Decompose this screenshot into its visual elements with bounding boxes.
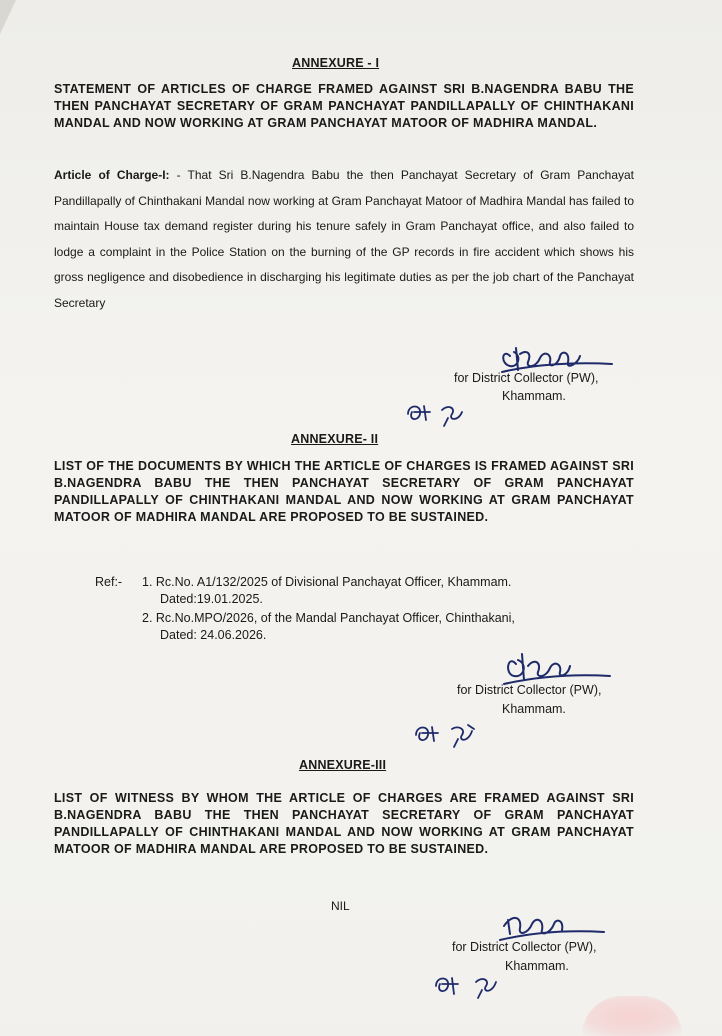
article-of-charge-label: Article of Charge-I: (54, 168, 170, 182)
annexure-2-statement: LIST OF THE DOCUMENTS BY WHICH THE ARTICLE OF CHARGES IS FRAMED AGAINST SRI B.NAGENDRA BABU THE THEN PANCHAYAT SECRETARY OF GRAM PANCHAYAT PANDILLAPALLY OF CHINTHAKANI MANDAL AND NOW WORKING AT GRAM PANCHAYAT MATOOR OF MADHIRA MANDAL ARE PROPOSED TO BE SUSTAINED. (54, 459, 634, 524)
initials-2 (412, 719, 482, 749)
annexure-3-statement: LIST OF WITNESS BY WHOM THE ARTICLE OF CHARGES ARE FRAMED AGAINST SRI B.NAGENDRA BABU THE THEN PANCHAYAT SECRETARY OF GRAM PANCHAYAT PANDILLAPALLY OF CHINTHAKANI MANDAL AND NOW WORKING AT GRAM PANCHAYAT MATOOR OF MADHIRA MANDAL ARE PROPOSED TO BE SUSTAINED. (54, 791, 634, 856)
pink-edge-mark (582, 996, 682, 1036)
signature-1-for: for District Collector (PW), (454, 371, 599, 385)
witness-nil: NIL (331, 899, 350, 913)
signature-1-place: Khammam. (502, 389, 566, 403)
ref-item-1-line1: 1. Rc.No. A1/132/2025 of Divisional Panchayat Officer, Khammam. (142, 575, 512, 589)
page-corner-fold (0, 0, 20, 36)
ref-item-2-line2: Dated: 24.06.2026. (160, 628, 267, 642)
initials-1 (404, 398, 470, 428)
signature-3-place: Khammam. (505, 959, 569, 973)
annexure-2-heading: ANNEXURE- II (291, 432, 379, 446)
article-of-charge-text: - That Sri B.Nagendra Babu the then Panchayat Secretary of Gram Panchayat Pandillapally of Chinthakani Mandal now working at Gram Panchayat Matoor of Madhira Mandal has failed to maintain House tax demand register during his tenure safely in Gram Panchayat office, and also failed to lodge a complaint in the Police Station on the burning of the GP records in fire accident which shows his gross negligence and disobedience in discharging his legitimate duties as per the job chart of the Panchayat Secretary (54, 168, 635, 310)
ref-item-2-line1: 2. Rc.No.MPO/2026, of the Mandal Panchayat Officer, Chinthakani, (142, 611, 515, 625)
annexure-1-heading: ANNEXURE - I (292, 56, 380, 70)
annexure-3-heading: ANNEXURE-III (299, 758, 387, 772)
ref-label: Ref:- (95, 575, 123, 589)
ref-item-1-line2: Dated:19.01.2025. (160, 592, 263, 606)
initials-3 (432, 968, 504, 1002)
signature-2-for: for District Collector (PW), (457, 683, 602, 697)
signature-2-place: Khammam. (502, 702, 566, 716)
annexure-1-statement: STATEMENT OF ARTICLES OF CHARGE FRAMED AGAINST SRI B.NAGENDRA BABU THE THEN PANCHAYAT SECRETARY OF GRAM PANCHAYAT PANDILLAPALLY OF CHINTHAKANI MANDAL AND NOW WORKING AT GRAM PANCHAYAT MATOOR OF MADHIRA MANDAL. (54, 82, 634, 130)
article-of-charge-paragraph (54, 163, 634, 317)
signature-3-for: for District Collector (PW), (452, 940, 597, 954)
